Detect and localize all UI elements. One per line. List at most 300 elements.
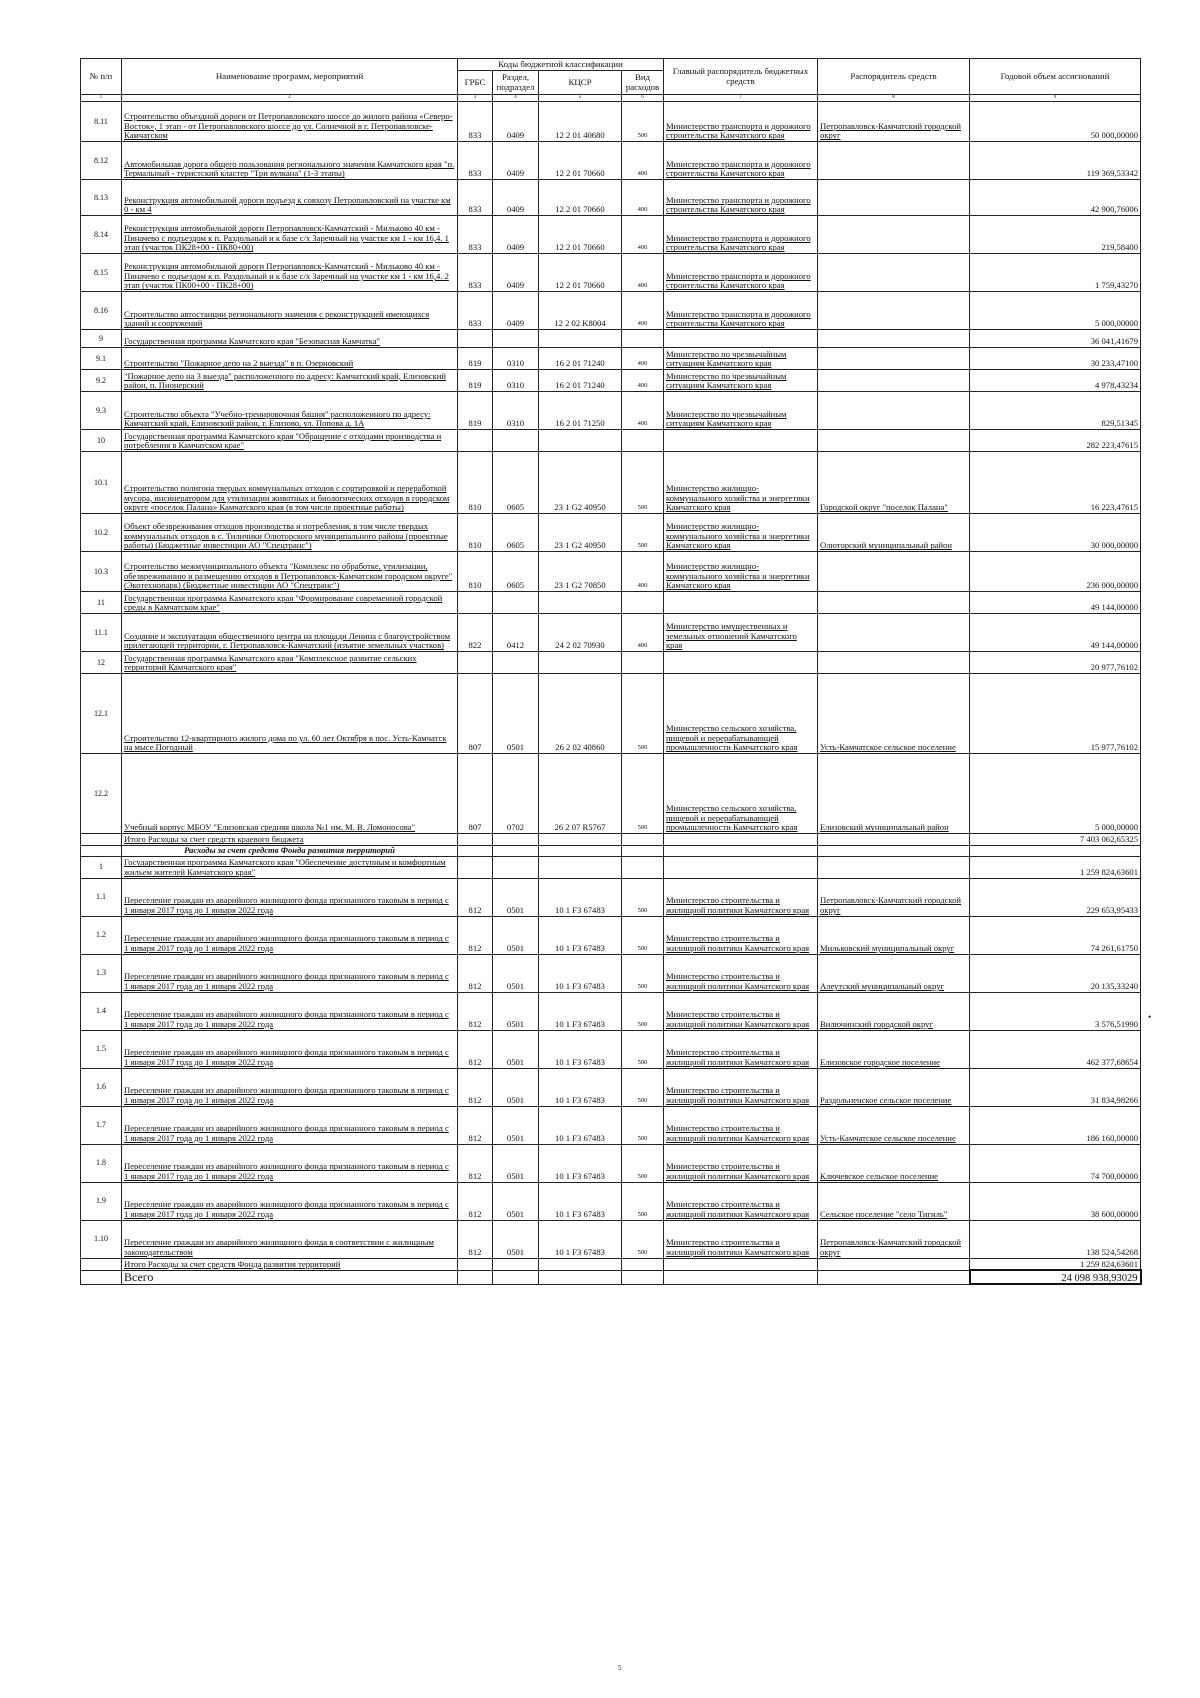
row-number: [81, 846, 122, 857]
row-razdel: 0310: [493, 348, 539, 370]
row-distributor: Городской округ "поселок Палана": [818, 452, 970, 514]
row-kcsr: 12 2 01 40680: [539, 102, 622, 142]
row-razdel: 0501: [493, 1182, 539, 1220]
row-name: Переселение граждан из аварийного жилищного фонда признанного таковым в период с 1 января 2017 года до 1 января 2022 года: [122, 1106, 458, 1144]
column-index-row: [81, 95, 1141, 102]
row-distributor: [818, 552, 970, 592]
row-kcsr: 23 1 G2 70850: [539, 552, 622, 592]
row-number: 9.2: [81, 370, 122, 392]
row-kcsr: [539, 592, 622, 614]
row-number: 9: [81, 330, 122, 348]
table-row: [81, 452, 1141, 514]
table-row: [81, 1220, 1141, 1258]
row-number: 1.8: [81, 1144, 122, 1182]
row-amount: 30 233,47100: [970, 348, 1141, 370]
row-name: Переселение граждан из аварийного жилищного фонда признанного таковым в период с 1 января 2017 года до 1 января 2022 года: [122, 992, 458, 1030]
row-kcsr: 24 2 02 70930: [539, 614, 622, 652]
corner-mark: •: [1148, 1012, 1152, 1022]
index-cell: 8: [818, 95, 970, 102]
index-cell: 7: [664, 95, 818, 102]
row-vid: 500: [622, 452, 664, 514]
page-number: 5: [618, 1664, 622, 1672]
row-razdel: 0605: [493, 514, 539, 552]
table-row: [81, 674, 1141, 754]
row-grbs: 812: [458, 1144, 493, 1182]
row-name: Автомобильная дорога общего пользования регионального значения Камчатского края "п. Термальный - туристский кластер "Три вулкана" (1-3 этапы): [122, 142, 458, 180]
row-vid: 500: [622, 1068, 664, 1106]
row-kcsr: 10 1 F3 67483: [539, 1030, 622, 1068]
row-name: Строительство объекта "Учебно-тренировочная башня" расположенного по адресу: Камчатский край, Елизовский район, г. Елизово, ул. Попова д. 1А: [122, 392, 458, 430]
row-admin: Министерство транспорта и дорожного строительства Камчатского края: [664, 292, 818, 330]
row-amount: [970, 846, 1141, 857]
table-row: [81, 1106, 1141, 1144]
row-kcsr: 26 2 07 R5767: [539, 754, 622, 834]
row-admin: Министерство по чрезвычайным ситуациям Камчатского края: [664, 392, 818, 430]
row-kcsr: 12 2 01 70660: [539, 142, 622, 180]
row-distributor: Алеутский муниципальный округ: [818, 954, 970, 992]
row-razdel: [493, 330, 539, 348]
row-razdel: 0310: [493, 370, 539, 392]
row-distributor: [818, 370, 970, 392]
row-distributor: Мильковский муниципальный округ: [818, 916, 970, 954]
row-amount: 1 759,43270: [970, 254, 1141, 292]
row-kcsr: [539, 1270, 622, 1284]
row-vid: 400: [622, 254, 664, 292]
row-grbs: 819: [458, 370, 493, 392]
row-vid: 400: [622, 552, 664, 592]
row-razdel: 0409: [493, 142, 539, 180]
row-admin: Министерство строительства и жилищной политики Камчатского края: [664, 1106, 818, 1144]
row-vid: [622, 592, 664, 614]
row-name: Переселение граждан из аварийного жилищного фонда признанного таковым в период с 1 января 2017 года до 1 января 2022 года: [122, 1182, 458, 1220]
row-razdel: 0501: [493, 878, 539, 916]
row-razdel: [493, 430, 539, 452]
row-vid: 500: [622, 102, 664, 142]
row-name: Всего: [122, 1270, 458, 1284]
row-name: Итого Расходы за счет средств краевого бюджета: [122, 834, 458, 846]
row-grbs: [458, 330, 493, 348]
table-row: [81, 292, 1141, 330]
row-razdel: [493, 834, 539, 846]
row-amount: 36 041,41679: [970, 330, 1141, 348]
row-vid: 400: [622, 370, 664, 392]
row-kcsr: 10 1 F3 67483: [539, 1106, 622, 1144]
row-name: Расходы за счет средств Фонда развития территорий: [122, 846, 458, 857]
row-grbs: [458, 652, 493, 674]
row-grbs: 812: [458, 992, 493, 1030]
row-vid: [622, 1270, 664, 1284]
row-razdel: 0702: [493, 754, 539, 834]
row-grbs: 819: [458, 392, 493, 430]
row-number: 12.1: [81, 674, 122, 754]
row-amount: 5 000,00000: [970, 754, 1141, 834]
row-number: 1.5: [81, 1030, 122, 1068]
row-vid: [622, 846, 664, 857]
row-name: Строительство полигона твердых коммунальных отходов с сортировкой и переработкой мусора, инсинератором для утилизации животных и биологических отходов в городском округе «поселок Палана» Камчатского края (в том числе проектные работы): [122, 452, 458, 514]
row-razdel: [493, 856, 539, 878]
row-name: Переселение граждан из аварийного жилищного фонда признанного таковым в период с 1 января 2017 года до 1 января 2022 года: [122, 1144, 458, 1182]
row-distributor: [818, 292, 970, 330]
row-number: 11: [81, 592, 122, 614]
row-name: Переселение граждан из аварийного жилищного фонда признанного таковым в период с 1 января 2017 года до 1 января 2022 года: [122, 1030, 458, 1068]
row-grbs: 822: [458, 614, 493, 652]
row-distributor: Петропавловск-Камчатский городской округ: [818, 102, 970, 142]
row-grbs: 812: [458, 1030, 493, 1068]
table-row: [81, 878, 1141, 916]
header-codes-group: Коды бюджетной классификации: [458, 59, 664, 71]
row-razdel: 0605: [493, 452, 539, 514]
row-vid: 400: [622, 392, 664, 430]
row-admin: [664, 330, 818, 348]
row-razdel: 0605: [493, 552, 539, 592]
row-number: 12: [81, 652, 122, 674]
budget-table: [80, 58, 1142, 1285]
row-kcsr: 10 1 F3 67483: [539, 1220, 622, 1258]
row-razdel: 0501: [493, 1144, 539, 1182]
row-admin: Министерство по чрезвычайным ситуациям Камчатского края: [664, 348, 818, 370]
row-admin: Министерство транспорта и дорожного строительства Камчатского края: [664, 216, 818, 254]
row-admin: Министерство строительства и жилищной политики Камчатского края: [664, 992, 818, 1030]
row-kcsr: [539, 330, 622, 348]
row-amount: 7 403 062,65325: [970, 834, 1141, 846]
row-distributor: [818, 254, 970, 292]
table-row: [81, 1258, 1141, 1270]
row-kcsr: 12 2 01 70660: [539, 254, 622, 292]
index-cell: 5: [539, 95, 622, 102]
row-number: 1.7: [81, 1106, 122, 1144]
row-amount: 3 576,51990: [970, 992, 1141, 1030]
row-distributor: [818, 330, 970, 348]
row-kcsr: 10 1 F3 67483: [539, 992, 622, 1030]
row-grbs: 812: [458, 1106, 493, 1144]
row-amount: 24 098 938,93029: [970, 1270, 1141, 1284]
index-cell: 2: [122, 95, 458, 102]
row-number: [81, 834, 122, 846]
row-distributor: [818, 180, 970, 216]
row-amount: 5 000,00000: [970, 292, 1141, 330]
table-row: [81, 856, 1141, 878]
row-razdel: [493, 1258, 539, 1270]
row-admin: Министерство сельского хозяйства, пищевой и перерабатывающей промышленности Камчатского края: [664, 674, 818, 754]
row-razdel: 0409: [493, 180, 539, 216]
table-row: [81, 592, 1141, 614]
row-number: 1.10: [81, 1220, 122, 1258]
row-number: 8.15: [81, 254, 122, 292]
table-row: [81, 954, 1141, 992]
row-name: Переселение граждан из аварийного жилищного фонда признанного таковым в период с 1 января 2017 года до 1 января 2022 года: [122, 916, 458, 954]
row-grbs: 833: [458, 102, 493, 142]
row-grbs: 812: [458, 1182, 493, 1220]
row-vid: 500: [622, 514, 664, 552]
row-razdel: [493, 846, 539, 857]
row-number: 8.12: [81, 142, 122, 180]
table-row: [81, 514, 1141, 552]
row-number: 12.2: [81, 754, 122, 834]
row-name: Реконструкция автомобильной дороги подъезд к совхозу Петропавловский на участке км 0 - км 4: [122, 180, 458, 216]
row-name: Государственная программа Камчатского края "Безопасная Камчатка": [122, 330, 458, 348]
row-amount: 20 977,76102: [970, 652, 1141, 674]
row-grbs: 833: [458, 254, 493, 292]
row-vid: [622, 1258, 664, 1270]
row-admin: Министерство строительства и жилищной политики Камчатского края: [664, 1182, 818, 1220]
row-distributor: [818, 592, 970, 614]
row-kcsr: 12 2 01 70660: [539, 180, 622, 216]
row-amount: 462 377,68654: [970, 1030, 1141, 1068]
row-amount: 74 261,61750: [970, 916, 1141, 954]
row-distributor: Елизовский муниципальный район: [818, 754, 970, 834]
header-kcsr: КЦСР: [539, 71, 622, 95]
row-kcsr: [539, 652, 622, 674]
row-vid: 400: [622, 292, 664, 330]
row-vid: 500: [622, 954, 664, 992]
row-admin: Министерство имущественных и земельных отношений Камчатского края: [664, 614, 818, 652]
row-kcsr: 12 2 01 70660: [539, 216, 622, 254]
row-name: Государственная программа Камчатского края "Обращение с отходами производства и потребления в Камчатском крае": [122, 430, 458, 452]
row-distributor: [818, 856, 970, 878]
row-vid: 500: [622, 1182, 664, 1220]
row-razdel: 0409: [493, 216, 539, 254]
row-number: 1.2: [81, 916, 122, 954]
row-admin: Министерство транспорта и дорожного строительства Камчатского края: [664, 254, 818, 292]
row-vid: 500: [622, 916, 664, 954]
row-amount: 1 259 824,63601: [970, 1258, 1141, 1270]
row-admin: Министерство сельского хозяйства, пищевой и перерабатывающей промышленности Камчатского края: [664, 754, 818, 834]
row-amount: 74 700,00000: [970, 1144, 1141, 1182]
row-grbs: 833: [458, 142, 493, 180]
row-grbs: [458, 856, 493, 878]
row-distributor: Раздольненское сельское поселение: [818, 1068, 970, 1106]
row-admin: [664, 652, 818, 674]
row-distributor: Усть-Камчатское сельское поселение: [818, 674, 970, 754]
index-cell: 1: [81, 95, 122, 102]
row-admin: Министерство строительства и жилищной политики Камчатского края: [664, 916, 818, 954]
row-name: Реконструкция автомобильной дороги Петропавловск-Камчатский - Мильково 40 км - Пиначево с подъездом к п. Раздольный и к базе с/х Заречный на участке км 1 - км 16,4. 1 этап (участок ПК28+00 - ПК80+00): [122, 216, 458, 254]
table-row: [81, 430, 1141, 452]
row-distributor: [818, 1270, 970, 1284]
row-kcsr: [539, 834, 622, 846]
row-vid: [622, 652, 664, 674]
row-admin: Министерство жилищно-коммунального хозяйства и энергетики Камчатского края: [664, 514, 818, 552]
row-grbs: 833: [458, 180, 493, 216]
row-amount: 15 977,76102: [970, 674, 1141, 754]
index-cell: 4: [493, 95, 539, 102]
row-razdel: 0409: [493, 292, 539, 330]
row-vid: 500: [622, 754, 664, 834]
row-number: 10.1: [81, 452, 122, 514]
row-amount: 50 000,00000: [970, 102, 1141, 142]
row-grbs: 810: [458, 452, 493, 514]
row-grbs: [458, 430, 493, 452]
row-name: "Пожарное депо на 3 выезда" расположенного по адресу: Камчатский край, Елизовский район, п. Пионерский: [122, 370, 458, 392]
row-amount: 20 135,33240: [970, 954, 1141, 992]
row-distributor: [818, 216, 970, 254]
row-amount: 219,58400: [970, 216, 1141, 254]
row-kcsr: 10 1 F3 67483: [539, 878, 622, 916]
row-grbs: [458, 592, 493, 614]
row-distributor: [818, 1258, 970, 1270]
row-distributor: Петропавловск-Камчатский городской округ: [818, 878, 970, 916]
row-distributor: Елизовское городское поселение: [818, 1030, 970, 1068]
row-name: Строительство объездной дороги от Петропавловского шоссе до жилого района «Северо-Восток», 1 этап - от Петропавловского шоссе до ул. Солнечной в г. Петропавловске-Камчатском: [122, 102, 458, 142]
row-admin: Министерство строительства и жилищной политики Камчатского края: [664, 1068, 818, 1106]
row-distributor: [818, 142, 970, 180]
row-number: 8.16: [81, 292, 122, 330]
row-kcsr: [539, 846, 622, 857]
row-amount: 229 653,95433: [970, 878, 1141, 916]
row-name: Государственная программа Камчатского края "Обеспечение доступным и комфортным жильем жителей Камчатского края": [122, 856, 458, 878]
row-distributor: [818, 392, 970, 430]
row-grbs: [458, 1258, 493, 1270]
row-vid: 400: [622, 180, 664, 216]
row-distributor: Усть-Камчатское сельское поселение: [818, 1106, 970, 1144]
row-vid: [622, 330, 664, 348]
row-grbs: 812: [458, 1068, 493, 1106]
header-vid: Вид расходов: [622, 71, 664, 95]
table-row: [81, 1270, 1141, 1284]
row-vid: [622, 430, 664, 452]
table-row: [81, 348, 1141, 370]
header-dist: Распорядитель средств: [818, 59, 970, 95]
row-admin: Министерство строительства и жилищной политики Камчатского края: [664, 878, 818, 916]
row-amount: 4 978,43234: [970, 370, 1141, 392]
row-vid: 400: [622, 142, 664, 180]
table-row: [81, 1030, 1141, 1068]
row-kcsr: 23 1 G2 40950: [539, 452, 622, 514]
row-admin: Министерство транспорта и дорожного строительства Камчатского края: [664, 142, 818, 180]
table-row: [81, 1068, 1141, 1106]
row-grbs: 812: [458, 916, 493, 954]
row-distributor: Вилючинский городской округ: [818, 992, 970, 1030]
row-number: 10.3: [81, 552, 122, 592]
row-vid: [622, 834, 664, 846]
header-name: Наименование программ, мероприятий: [122, 59, 458, 95]
row-admin: Министерство по чрезвычайным ситуациям Камчатского края: [664, 370, 818, 392]
table-row: [81, 1144, 1141, 1182]
row-name: Строительство автостанции регионального значения с реконструкцией имеющихся зданий и сооружений: [122, 292, 458, 330]
table-row: [81, 754, 1141, 834]
row-razdel: 0501: [493, 992, 539, 1030]
row-grbs: 833: [458, 216, 493, 254]
row-name: Строительство "Пожарное депо на 2 выезда" в п. Озерновский: [122, 348, 458, 370]
table-header: [81, 59, 1141, 102]
row-kcsr: 10 1 F3 67483: [539, 954, 622, 992]
row-razdel: 0310: [493, 392, 539, 430]
row-kcsr: 12 2 02 K8004: [539, 292, 622, 330]
row-number: 11.1: [81, 614, 122, 652]
row-name: Переселение граждан из аварийного жилищного фонда признанного таковым в период с 1 января 2017 года до 1 января 2022 года: [122, 878, 458, 916]
row-amount: 186 160,00000: [970, 1106, 1141, 1144]
row-razdel: 0409: [493, 254, 539, 292]
table-row: [81, 614, 1141, 652]
row-name: Государственная программа Камчатского края "Формирование современной городской среды в Камчатском крае": [122, 592, 458, 614]
row-distributor: Сельское поселение "село Тигиль": [818, 1182, 970, 1220]
row-grbs: [458, 846, 493, 857]
row-number: [81, 1270, 122, 1284]
row-number: 8.11: [81, 102, 122, 142]
row-amount: 282 223,47615: [970, 430, 1141, 452]
table-row: [81, 846, 1141, 857]
row-admin: Министерство строительства и жилищной политики Камчатского края: [664, 954, 818, 992]
row-admin: [664, 834, 818, 846]
row-number: 1.6: [81, 1068, 122, 1106]
row-kcsr: 16 2 01 71240: [539, 370, 622, 392]
row-name: Создание и эксплуатация общественного центра на площади Ленина с благоустройством прилегающей территории, г. Петропавловск-Камчатский (изъятие земельных участков): [122, 614, 458, 652]
row-grbs: 812: [458, 1220, 493, 1258]
row-razdel: [493, 1270, 539, 1284]
row-number: 8.13: [81, 180, 122, 216]
row-amount: 119 369,53342: [970, 142, 1141, 180]
row-number: 1.3: [81, 954, 122, 992]
table-row: [81, 652, 1141, 674]
row-admin: Министерство жилищно-коммунального хозяйства и энергетики Камчатского края: [664, 552, 818, 592]
row-vid: 500: [622, 1106, 664, 1144]
row-name: Итого Расходы за счет средств Фонда развития территорий: [122, 1258, 458, 1270]
row-number: 1: [81, 856, 122, 878]
row-name: Переселение граждан из аварийного жилищного фонда признанного таковым в период с 1 января 2017 года до 1 января 2022 года: [122, 954, 458, 992]
table-row: [81, 552, 1141, 592]
row-amount: 49 144,00000: [970, 614, 1141, 652]
row-number: 9.3: [81, 392, 122, 430]
row-amount: 138 524,54268: [970, 1220, 1141, 1258]
row-distributor: [818, 614, 970, 652]
row-distributor: [818, 348, 970, 370]
row-razdel: 0501: [493, 674, 539, 754]
row-distributor: [818, 846, 970, 857]
row-admin: [664, 430, 818, 452]
index-cell: 3: [458, 95, 493, 102]
row-number: 1.9: [81, 1182, 122, 1220]
row-number: [81, 1258, 122, 1270]
row-kcsr: 26 2 02 40860: [539, 674, 622, 754]
row-vid: 400: [622, 348, 664, 370]
row-vid: 500: [622, 1144, 664, 1182]
row-number: 8.14: [81, 216, 122, 254]
row-distributor: [818, 834, 970, 846]
row-grbs: [458, 834, 493, 846]
row-vid: 400: [622, 614, 664, 652]
row-kcsr: [539, 856, 622, 878]
row-razdel: 0501: [493, 1106, 539, 1144]
row-razdel: [493, 652, 539, 674]
row-vid: 500: [622, 1030, 664, 1068]
header-amount: Годовой объем ассигнований: [970, 59, 1141, 95]
index-cell: 6: [622, 95, 664, 102]
table-row: [81, 102, 1141, 142]
table-row: [81, 1182, 1141, 1220]
row-razdel: 0412: [493, 614, 539, 652]
header-razdel: Раздел, подраздел: [493, 71, 539, 95]
table-row: [81, 254, 1141, 292]
row-kcsr: 10 1 F3 67483: [539, 916, 622, 954]
table-row: [81, 992, 1141, 1030]
row-kcsr: 10 1 F3 67483: [539, 1068, 622, 1106]
header-num: № п/п: [81, 59, 122, 95]
row-number: 1.4: [81, 992, 122, 1030]
row-admin: [664, 846, 818, 857]
row-distributor: [818, 430, 970, 452]
row-vid: 500: [622, 878, 664, 916]
row-admin: Министерство транспорта и дорожного строительства Камчатского края: [664, 180, 818, 216]
row-razdel: 0501: [493, 916, 539, 954]
row-grbs: 819: [458, 348, 493, 370]
row-name: Строительство межмуниципального объекта "Комплекс по обработке, утилизации, обезвреживанию и размещению отходов в Петропавловск-Камчатском городском округе" (Экотехнопарк) (Бюджетные инвестиции АО "Спецтранс"): [122, 552, 458, 592]
row-razdel: 0409: [493, 102, 539, 142]
row-distributor: [818, 652, 970, 674]
row-admin: Министерство жилищно-коммунального хозяйства и энергетики Камчатского края: [664, 452, 818, 514]
table-row: [81, 370, 1141, 392]
row-grbs: 807: [458, 674, 493, 754]
header-grbs: ГРБС: [458, 71, 493, 95]
